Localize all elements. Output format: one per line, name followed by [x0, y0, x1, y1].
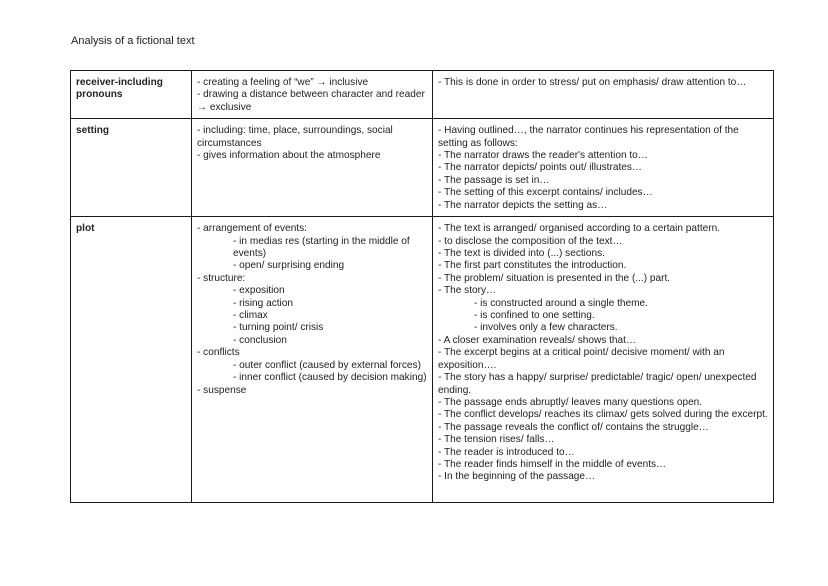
description-line: - including: time, place, surroundings, social circumstances — [197, 125, 393, 149]
phrase-line: - The reader is introduced to… — [438, 446, 575, 458]
description-subline: - climax — [233, 310, 268, 322]
phrase-line: - The passage ends abruptly/ leaves many questions open. — [438, 396, 703, 408]
description-line: - structure: — [197, 272, 246, 284]
phrases-cell — [433, 119, 774, 217]
phrase-line: - The narrator depicts/ points out/ illustrates… — [438, 162, 643, 174]
description-subline: - outer conflict (caused by external forces) — [233, 359, 421, 371]
table-row-setting — [71, 119, 774, 217]
document-title: Analysis of a fictional text — [71, 35, 195, 47]
phrase-line: - In the beginning of the passage… — [438, 471, 596, 483]
phrase-line: - The tension rises/ falls… — [438, 434, 555, 446]
description-cell — [192, 71, 433, 119]
description-line: - drawing a distance between character and reader → exclusive — [197, 89, 425, 113]
phrase-line: - The problem/ situation is presented in the (...) part. — [438, 272, 671, 284]
phrase-line: - The text is arranged/ organised according to a certain pattern. — [438, 223, 721, 235]
description-cell — [192, 217, 433, 503]
description-subline: - in medias res (starting in the middle of events) — [233, 235, 410, 260]
phrase-line: - The setting of this excerpt contains/ includes… — [438, 187, 653, 199]
phrase-line: - to disclose the composition of the text… — [438, 235, 623, 247]
description-subline: - exposition — [233, 285, 285, 297]
description-cell — [192, 119, 433, 217]
phrase-line: - The narrator depicts the setting as… — [438, 199, 608, 211]
phrase-line: - This is done in order to stress/ put on emphasis/ draw attention to… — [438, 77, 747, 88]
phrase-line: - The passage reveals the conflict of/ contains the struggle… — [438, 421, 709, 433]
phrase-line: - The story… — [438, 285, 497, 297]
phrase-line: - The reader finds himself in the middle of events… — [438, 458, 667, 470]
phrases-cell — [433, 71, 774, 119]
phrases-cell — [433, 217, 774, 503]
description-subline: - inner conflict (caused by decision making) — [233, 372, 427, 384]
phrase-line: - The conflict develops/ reaches its climax/ gets solved during the excerpt. — [438, 409, 768, 421]
description-subline: - conclusion — [233, 334, 287, 346]
table-row-plot — [71, 217, 774, 503]
term-cell: plot — [71, 217, 192, 503]
phrase-line: - The first part constitutes the introduction. — [438, 260, 627, 272]
description-subline: - rising action — [233, 297, 294, 309]
description-line: - suspense — [197, 384, 247, 396]
phrase-subline: - is confined to one setting. — [474, 310, 595, 322]
phrase-subline: - involves only a few characters. — [474, 322, 618, 334]
phrase-line: - The excerpt begins at a critical point/ decisive moment/ with an exposition…. — [438, 347, 725, 371]
term-cell: setting — [71, 119, 192, 217]
phrase-line: - Having outlined…, the narrator continues his representation of the setting as follows: — [438, 125, 739, 149]
phrase-line: - The text is divided into (...) sections. — [438, 248, 605, 260]
analysis-table — [70, 70, 774, 503]
description-line: - gives information about the atmosphere — [197, 150, 381, 162]
description-line: - conflicts — [197, 347, 240, 359]
phrase-line: - The story has a happy/ surprise/ predictable/ tragic/ open/ unexpected ending. — [438, 372, 757, 396]
phrase-subline: - is constructed around a single theme. — [474, 297, 648, 309]
description-line: - creating a feeling of “we” → inclusive — [197, 77, 369, 88]
description-line: - arrangement of events: — [197, 223, 307, 235]
description-subline: - open/ surprising ending — [233, 260, 345, 272]
table-row-receiver-including-pronouns — [71, 71, 774, 119]
phrase-line: - The narrator draws the reader's attention to… — [438, 150, 648, 162]
phrase-line: - A closer examination reveals/ shows that… — [438, 334, 637, 346]
description-subline: - turning point/ crisis — [233, 322, 324, 334]
term-cell: receiver-including pronouns — [71, 71, 192, 119]
phrase-line: - The passage is set in… — [438, 174, 550, 186]
